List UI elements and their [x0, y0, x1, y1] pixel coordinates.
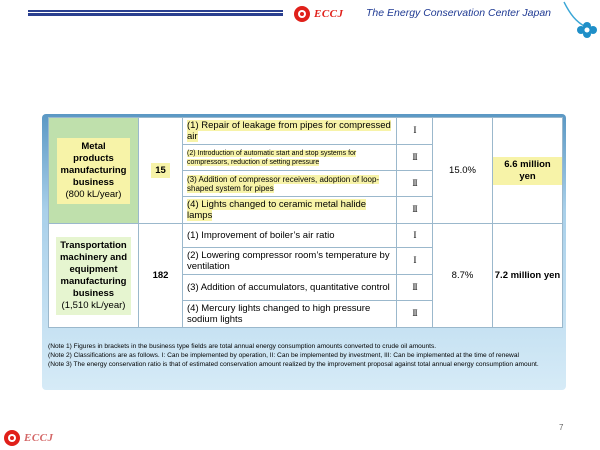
clover-logo-icon	[562, 0, 600, 44]
table-row	[49, 224, 563, 248]
measure-cell	[183, 171, 397, 197]
measure-cell: (1) Improvement of boiler’s air ratio	[183, 224, 397, 248]
case-table	[48, 117, 563, 328]
measure-cell	[183, 197, 397, 224]
note-3: (Note 3) The energy conservation ratio is that of estimated conservation amount realized by the improvement proposal against total annual energy consumption amount.	[48, 361, 539, 368]
eccj-logo-icon	[4, 430, 20, 446]
proposal-count: 182	[139, 224, 183, 328]
measure-cell: (4) Mercury lights changed to high pressure sodium lights	[183, 301, 397, 328]
eccj-logo-bottom	[4, 430, 54, 446]
measure-cell: (3) Addition of accumulators, quantitative control	[183, 275, 397, 301]
eccj-logo-top	[294, 6, 344, 22]
classification-cell: I	[397, 118, 433, 145]
measure-text: (3) Addition of compressor receivers, adoption of loop-shaped system for pipes	[187, 174, 380, 193]
conservation-ratio: 8.7%	[433, 224, 493, 328]
measure-cell	[183, 118, 397, 145]
measure-text: (2) Introduction of automatic start and stop systems for compressors, reduction of setting pressure	[187, 149, 357, 166]
eccj-logo-text: ECCJ	[314, 8, 344, 20]
business-type-cell	[49, 118, 139, 224]
proposal-count: 15	[151, 163, 170, 178]
classification-cell: II	[397, 301, 433, 328]
conservation-amount: 6.6 million yen	[493, 157, 562, 185]
business-type-label: Transportation machinery and equipment manufacturing business (1,510 kL/year)	[56, 237, 131, 315]
measure-text: (4) Lights changed to ceramic metal halide lamps	[187, 199, 367, 221]
classification-cell: II	[397, 275, 433, 301]
conservation-amount-cell	[493, 118, 563, 224]
classification-cell: I	[397, 224, 433, 248]
classification-cell: II	[397, 171, 433, 197]
classification-cell: II	[397, 145, 433, 171]
table-row	[49, 118, 563, 145]
note-2: (Note 2) Classifications are as follows. I: Can be implemented by operation, II: Can be implemented by investment, III: Can be implemented at the time of renewal	[48, 352, 519, 359]
org-name: The Energy Conservation Center Japan	[366, 7, 552, 19]
business-type-label: Metal products manufacturing business (800 kL/year)	[57, 138, 131, 204]
conservation-ratio: 15.0%	[433, 118, 493, 224]
classification-cell: I	[397, 248, 433, 275]
header-rule	[28, 10, 283, 16]
table-notes	[48, 342, 562, 369]
note-1: (Note 1) Figures in brackets in the business type fields are total annual energy consumption amounts converted to crude oil amounts.	[48, 343, 437, 350]
page-number: 7	[559, 423, 564, 432]
business-type-cell	[49, 224, 139, 328]
measure-cell: (2) Lowering compressor room’s temperature by ventilation	[183, 248, 397, 275]
conservation-amount: 7.2 million yen	[493, 224, 563, 328]
eccj-logo-text: ECCJ	[24, 432, 54, 444]
proposal-count-cell	[139, 118, 183, 224]
classification-cell: II	[397, 197, 433, 224]
measure-text: (1) Repair of leakage from pipes for compressed air	[187, 120, 391, 142]
eccj-logo-icon	[294, 6, 310, 22]
measure-cell	[183, 145, 397, 171]
